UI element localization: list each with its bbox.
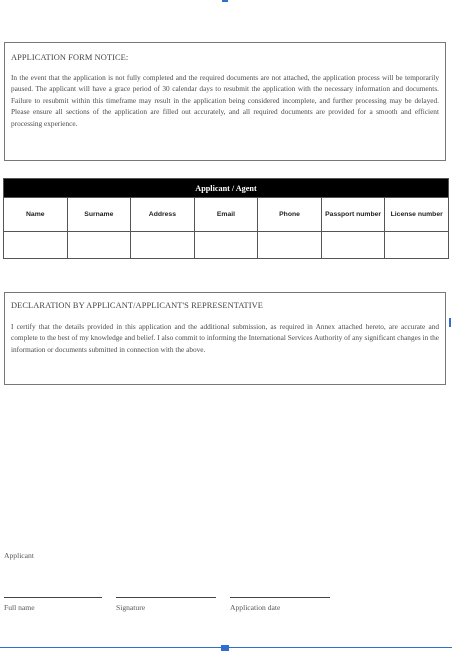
table-row: [4, 232, 449, 259]
right-resize-handle[interactable]: [449, 318, 451, 327]
notice-text: In the event that the application is not fully completed and the required documents are not attached, the application process will be temporarily paused. The applicant will have a grace period of 30 calendar days to resubmit the application with the necessary information and documents. Failure to resubmit within this timeframe may result in the application being considered incomplete, and further processing may be delayed. Please ensure all sections of the application are filled out accurately, and all required documents are provided for a smooth and efficient processing experience.: [11, 73, 439, 128]
column-header-passport-number: Passport number: [321, 198, 385, 232]
agent-table-title: Applicant / Agent: [4, 179, 449, 198]
top-resize-handle[interactable]: [222, 0, 228, 2]
applicant-agent-table: [3, 178, 449, 259]
name-cell[interactable]: [4, 232, 68, 259]
phone-cell[interactable]: [258, 232, 322, 259]
column-header-surname: Surname: [67, 198, 131, 232]
application-date-line[interactable]: [230, 597, 330, 598]
notice-title: APPLICATION FORM NOTICE:: [11, 53, 129, 62]
column-header-name: Name: [4, 198, 68, 232]
column-header-address: Address: [131, 198, 195, 232]
applicant-section-label: Applicant: [4, 551, 34, 560]
license-number-cell[interactable]: [385, 232, 449, 259]
notice-box: [4, 42, 446, 161]
address-cell[interactable]: [131, 232, 195, 259]
declaration-box: [4, 292, 446, 385]
signature-label: Signature: [116, 603, 146, 612]
column-header-email: Email: [194, 198, 258, 232]
bottom-resize-handle[interactable]: [221, 645, 229, 651]
signature-line[interactable]: [116, 597, 216, 598]
full-name-label: Full name: [4, 603, 35, 612]
full-name-line[interactable]: [4, 597, 102, 598]
application-date-label: Application date: [230, 603, 281, 612]
surname-cell[interactable]: [67, 232, 131, 259]
declaration-title: DECLARATION BY APPLICANT/APPLICANT'S REPRESENTATIVE: [11, 301, 264, 310]
declaration-text: I certify that the details provided in this application and the additional submission, as required in Annex attached hereto, are accurate and complete to the best of my knowledge and belief. I also commit to informing the International Services Authority of any significant changes in the information or documents submitted in connection with the above.: [11, 322, 439, 354]
column-header-license-number: License number: [385, 198, 449, 232]
column-header-phone: Phone: [258, 198, 322, 232]
email-cell[interactable]: [194, 232, 258, 259]
passport-number-cell[interactable]: [321, 232, 385, 259]
